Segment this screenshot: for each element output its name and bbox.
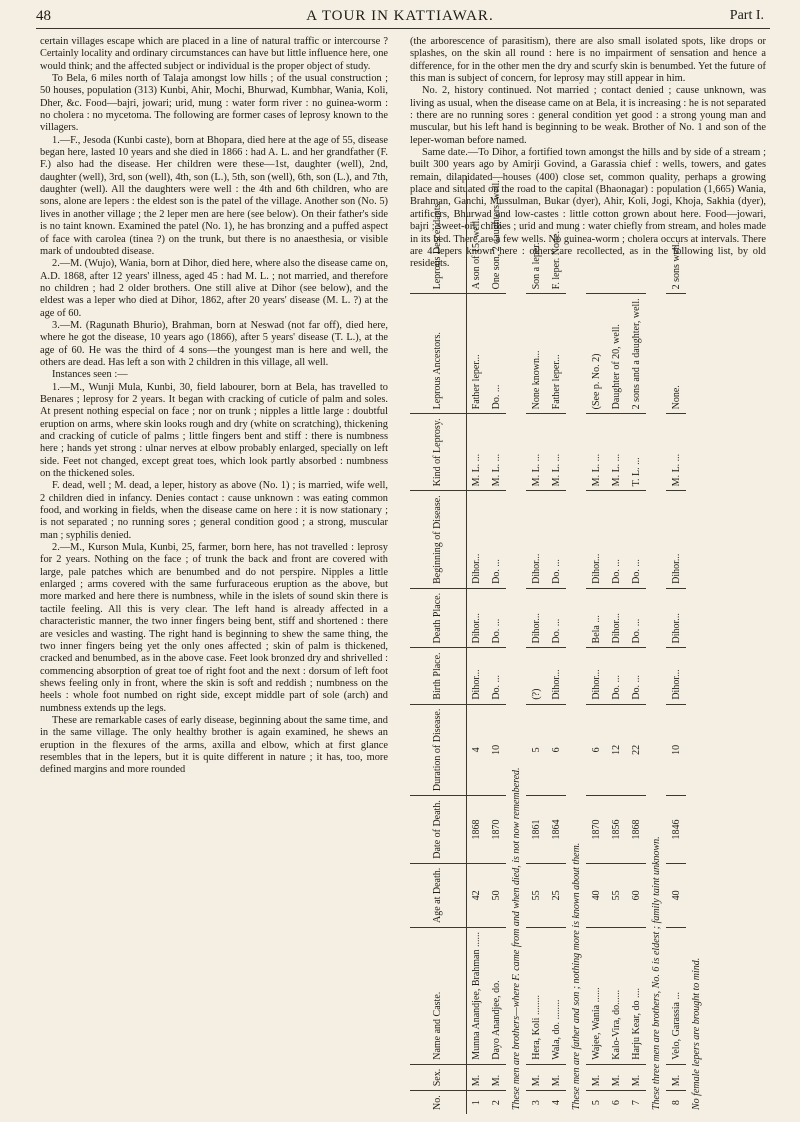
cell-age: 60 xyxy=(626,863,646,927)
table-header-row xyxy=(410,176,466,1114)
cell-sex: M. xyxy=(586,1064,606,1091)
cell-birth: Do. ... xyxy=(626,648,646,704)
cell-descendants: 2 sons well. xyxy=(666,176,686,294)
cell-no: 1 xyxy=(470,1100,482,1106)
cell-sex: M. xyxy=(666,1064,686,1091)
cell-kind: M. L. ... xyxy=(546,414,566,491)
table-note: These three men are brothers, No. 6 is eldest ; family taint unknown. xyxy=(650,836,662,1110)
cell-death: Dihor... xyxy=(666,588,686,648)
cell-descendants: One son, 2 daughters, well. xyxy=(486,176,506,294)
cell-name: Kalo-Vira, do...... xyxy=(606,928,626,1065)
cell-age: 55 xyxy=(606,863,626,927)
cell-ancestors: Do. ... xyxy=(486,294,506,414)
cell-kind: M. L. ... xyxy=(526,414,546,491)
cell-age: 40 xyxy=(666,863,686,927)
cell-birth: Dihor... xyxy=(666,648,686,704)
paragraph: To Bela, 6 miles north of Talaja amongst low hills ; of the usual construction ; 50 houses, population (313) Kunbi, Ahir, Mochi, Bhurwad, Kumbhar, Wania, Koli, Dher, &c. Food—bajri, jowari; urid, mung : water form river : no guinea-worm : no cholera : no mycetoma. The following are former cases of leprosy known to the villagers. xyxy=(40,73,388,134)
cell-death: Do. ... xyxy=(626,588,646,648)
table-note-row xyxy=(566,176,586,1114)
column-header: No. xyxy=(410,1091,466,1114)
cell-kind: T. L. ... xyxy=(626,414,646,491)
cell-begin: Dihor... xyxy=(666,491,686,589)
table-note-row xyxy=(686,176,706,1114)
cell-sex: M. xyxy=(546,1064,566,1091)
cell-no: 7 xyxy=(630,1100,642,1106)
cell-begin: Do. ... xyxy=(486,491,506,589)
cell-age: 25 xyxy=(546,863,566,927)
paragraph: 1.—M., Wunji Mula, Kunbi, 30, field labourer, born at Bela, has travelled to Benares ; leprosy for 2 years. It began with cracking of cuticle of palm and soles. At present nothing especial on face ; nor on trunk ; nipples a little large : doubtful eruption on arms, where skin looks rough and dry (white on scratching), thickening and cracking of cuticle of palms ; little fingers bent and stiff : there is numbness here ; hands yet strong : ulnar nerves at elbow probably enlarged, specially on left side. Feet not changed, except great toes, which look partly absorbed : numbness on the thickened soles. xyxy=(40,381,388,480)
table-row xyxy=(466,176,486,1114)
paragraph: No. 2, history continued. Not married ; contact denied ; cause unknown, was living as usual, when the disease came on at Bela, it is increasing : he is not separated : there are no running sores : general condition yet good : a strong young man and muscular, but his left hand is beginning to be weak. Brother of No. 1 and son of the leper-woman before named. xyxy=(410,85,766,146)
cell-kind: M. L. ... xyxy=(606,414,626,491)
cell-date: 1864 xyxy=(546,796,566,864)
table-row xyxy=(546,176,566,1114)
cell-birth: Do. ... xyxy=(606,648,626,704)
cell-ancestors: Father leper... xyxy=(546,294,566,414)
cell-duration: 12 xyxy=(606,704,626,795)
paragraph: Same date.—To Dihor, a fortified town amongst the hills and by side of a stream ; built 300 years ago by Amirji Govind, a Garassia chief : wells, towers, and gates remain, dilapidated—houses (400) close set, common quality, perhaps a growing place and situated on the road to the capital (Bhaonagar) : population (1,665) Wania, Brahman, Ganchi, Mussulman, Bukar (dyer), Ahir, Koli, Jogi, Khoja, Sakhia (dyer), artificers, Bhurwad and low-castes : little cotton grown about here. Food—jowari, bajri ; sweet-oil, chillies ; urid and mung : water chiefly from stream, and holes made in its bed. There are a few wells. No guinea-worm ; cholera occurs at intervals. There are 4 lepers known here : others are recollected, as in the following list, by old residents. xyxy=(410,147,766,270)
table-body xyxy=(466,176,706,1114)
cell-age: 50 xyxy=(486,863,506,927)
cell-ancestors: None known... xyxy=(526,294,546,414)
cell-no: 8 xyxy=(670,1100,682,1106)
cell-death: Dihor... xyxy=(606,588,626,648)
cell-duration: 6 xyxy=(546,704,566,795)
cell-descendants xyxy=(586,176,606,294)
column-header: Beginning of Disease. xyxy=(410,491,466,589)
paragraph: These are remarkable cases of early disease, beginning about the same time, and in the same village. The only healthy brother is again examined, he shews an eruption in the flexures of the arms, axilla and elbow, which at first glance resembles that in the lepers, but it is quite different in nature ; it has, too, more defined margins and more rounded xyxy=(40,714,388,776)
left-column xyxy=(40,36,388,777)
paragraph: 2.—M. (Wujo), Wania, born at Dihor, died here, where also the disease came on, A.D. 1868, after 12 years' illness, aged 45 : had M. L. ; not married, and therefore no children ; had 2 older brothers. One still alive at Dihor (see below), and the eldest was a leper who died at Dihor, 1862, after 20 years' disease (M. L. ?) at the age of 60. xyxy=(40,258,388,319)
cell-begin: Do. ... xyxy=(606,491,626,589)
cell-birth: Dihor... xyxy=(546,648,566,704)
cell-name: Wajee, Wania ...... xyxy=(586,928,606,1065)
cell-kind: M. L. ... xyxy=(666,414,686,491)
table-row xyxy=(606,176,626,1114)
cell-date: 1868 xyxy=(626,796,646,864)
table-row xyxy=(486,176,506,1114)
running-title: A TOUR IN KATTIAWAR. xyxy=(306,8,494,24)
cell-descendants: F. leper. None. xyxy=(546,176,566,294)
cell-begin: Do. ... xyxy=(546,491,566,589)
column-header: Name and Caste. xyxy=(410,928,466,1065)
cell-death: Dihor... xyxy=(466,588,486,648)
cell-death: Dihor... xyxy=(526,588,546,648)
cell-ancestors: Daughter of 20, well. xyxy=(606,294,626,414)
column-header: Sex. xyxy=(410,1064,466,1091)
column-header: Kind of Leprosy. xyxy=(410,414,466,491)
column-header: Duration of Disease. xyxy=(410,704,466,795)
cell-kind: M. L. ... xyxy=(486,414,506,491)
paragraph: F. dead, well ; M. dead, a leper, history as above (No. 1) ; is married, wife well, 2 children died in infancy. Denies contact : cause unknown : was eating common food, and working in fields, when the disease came on here : it is now stationary ; is not separated ; no running sores ; general condition good ; a strong, muscular man ; syphilis denied. xyxy=(40,480,388,541)
cell-ancestors: 2 sons and a daughter, well. xyxy=(626,294,646,414)
table-row xyxy=(626,176,646,1114)
cell-duration: 6 xyxy=(586,704,606,795)
cell-ancestors: None. xyxy=(666,294,686,414)
table-row xyxy=(526,176,546,1114)
cell-birth: Dihor... xyxy=(586,648,606,704)
cell-begin: Dihor... xyxy=(526,491,546,589)
column-header: Birth Place. xyxy=(410,648,466,704)
cell-begin: Do. ... xyxy=(626,491,646,589)
page-number: 48 xyxy=(36,8,51,24)
cell-age: 42 xyxy=(466,863,486,927)
cell-name: Munna Anandjee, Brahman ...... xyxy=(466,928,486,1065)
table-note-row xyxy=(646,176,666,1114)
cell-name: Harju Kear, do .... xyxy=(626,928,646,1065)
column-header: Date of Death. xyxy=(410,796,466,864)
cell-death: Bela ... xyxy=(586,588,606,648)
cell-descendants: Son a leper. xyxy=(526,176,546,294)
cell-date: 1870 xyxy=(486,796,506,864)
cell-sex: M. xyxy=(526,1064,546,1091)
column-header: Leprous Descendants. xyxy=(410,176,466,294)
cell-sex: M. xyxy=(466,1064,486,1091)
leper-table xyxy=(410,176,706,1114)
table-row xyxy=(666,176,686,1114)
paragraph: 2.—M., Kurson Mula, Kunbi, 25, farmer, born here, has not travelled : leprosy for 2 years. Nothing on the face ; of trunk the back and front are covered with large, pale patches which are benumbed and do not perspire. Nipples a little enlarged ; arms covered with the same furfuraceous eruption as the above, but more marked and here there is numbness, while in the islets of sound skin there is tactile feeling. All this is very clear. The left hand is already affected in a characteristic manner, the two inner fingers being bent, stiff and shortened : there are vesicles and wasting. The right hand is beginning to shew the same thing, the two inner fingers being yet the only ones affected ; skin of palm is thickened, cracked and benumbed, as in the above case. Feet look bronzed dry and shrivelled : commencing absorption of great toe of right foot and the next : dorsum of left foot shews feeling only in front, where the skin is soft and reddish ; numbness on the heels : whole foot numbed on right side, except middle part of sole (arch) and numbness extends up the legs. xyxy=(40,542,388,714)
cell-name: Dayo Anandjee, do. xyxy=(486,928,506,1065)
table-note: These men are brothers—where F. came from and when died, is not now remembered. xyxy=(510,767,522,1110)
part-label: Part I. xyxy=(729,8,764,23)
cell-ancestors: Father leper... xyxy=(466,294,486,414)
cell-date: 1868 xyxy=(466,796,486,864)
cell-descendants xyxy=(606,176,626,294)
cell-date: 1846 xyxy=(666,796,686,864)
table-note: These men are father and son ; nothing more is known about them. xyxy=(570,842,582,1110)
cell-name: Wala, do. ........ xyxy=(546,928,566,1065)
cell-name: Hera, Koli ........ xyxy=(526,928,546,1065)
cell-sex: M. xyxy=(606,1064,626,1091)
cell-date: 1870 xyxy=(586,796,606,864)
cell-date: 1861 xyxy=(526,796,546,864)
cell-kind: M. L. ... xyxy=(586,414,606,491)
cell-sex: M. xyxy=(626,1064,646,1091)
cell-no: 3 xyxy=(530,1100,542,1106)
paragraph: 1.—F., Jesoda (Kunbi caste), born at Bhopara, died here at the age of 55, disease began here, lasted 10 years and she died in 1866 : had A. L. and her grandfather (F. F.) also had the disease. Her children were these—1st, daughter (well), 2nd, daughter (well), 3rd, son (well), 4th, son (L.), 5th, son (well), 6th, son (L.), and 7th, daughter (well). All the daughters were well : the 4th and 6th children, who are sons, alone are lepers : the eldest son is the patel of the village. Another son (No. 5) lives in another village ; the 2 leper men are here (see below). On their father's side is no taint known. Examined the patel (No. 1), he has bronzing and a puffed aspect of face with carolea (tinea ?) on the trunk, but there is no anaesthesia, or visible mark of undoubted disease. xyxy=(40,134,388,257)
cell-duration: 10 xyxy=(666,704,686,795)
column-header: Death Place. xyxy=(410,588,466,648)
cell-age: 55 xyxy=(526,863,546,927)
cell-begin: Dihor... xyxy=(586,491,606,589)
column-header: Age at Death. xyxy=(410,863,466,927)
cell-no: 4 xyxy=(550,1100,562,1106)
cell-no: 5 xyxy=(590,1100,602,1106)
table-note: No female lepers are brought to mind. xyxy=(690,957,702,1110)
paragraph: 3.—M. (Ragunath Bhurio), Brahman, born at Neswad (not far off), died here, where he got the disease, 10 years ago (1866), after 5 years' disease (T. L.), at the age of 60. He was the third of 4 sons—the youngest man is here and well, the others are dead. Has left a son with 2 children in this village, all well. xyxy=(40,319,388,368)
cell-ancestors: (See p. No. 2) xyxy=(586,294,606,414)
cell-no: 2 xyxy=(490,1100,502,1106)
cell-age: 40 xyxy=(586,863,606,927)
cell-duration: 22 xyxy=(626,704,646,795)
table-note-row xyxy=(506,176,526,1114)
table-row xyxy=(586,176,606,1114)
paragraph: (the arborescence of parasitism), there are also small isolated spots, like drops or splashes, on the skin all round : here is no impairment of sensation and hence a difference, for in the other men the dry and scurfy skin is benumbed. Yet the future of this man is subject of concern, for leprosy may still appear in him. xyxy=(410,36,766,85)
cell-duration: 10 xyxy=(486,704,506,795)
cell-death: Do. ... xyxy=(486,588,506,648)
cell-birth: (?) xyxy=(526,648,546,704)
cell-duration: 4 xyxy=(466,704,486,795)
paragraph: certain villages escape which are placed in a line of natural traffic or intercourse ? Certainly locality and ordinary circumstances can have but little influence here, one would think; and the affected subject or individual is the proper object of study. xyxy=(40,36,388,72)
cell-duration: 5 xyxy=(526,704,546,795)
cell-sex: M. xyxy=(486,1064,506,1091)
cell-begin: Dihor... xyxy=(466,491,486,589)
cell-descendants: A son of 15, well. xyxy=(466,176,486,294)
cell-kind: M. L. ... xyxy=(466,414,486,491)
cell-name: Velo, Garassia ... xyxy=(666,928,686,1065)
column-header: Leprous Ancestors. xyxy=(410,294,466,414)
cell-date: 1856 xyxy=(606,796,626,864)
header-rule xyxy=(36,28,770,29)
cell-no: 6 xyxy=(610,1100,622,1106)
cell-death: Do. ... xyxy=(546,588,566,648)
cell-birth: Do. ... xyxy=(486,648,506,704)
cell-birth: Dihor... xyxy=(466,648,486,704)
cell-descendants xyxy=(626,176,646,294)
paragraph: Instances seen :— xyxy=(52,369,128,381)
